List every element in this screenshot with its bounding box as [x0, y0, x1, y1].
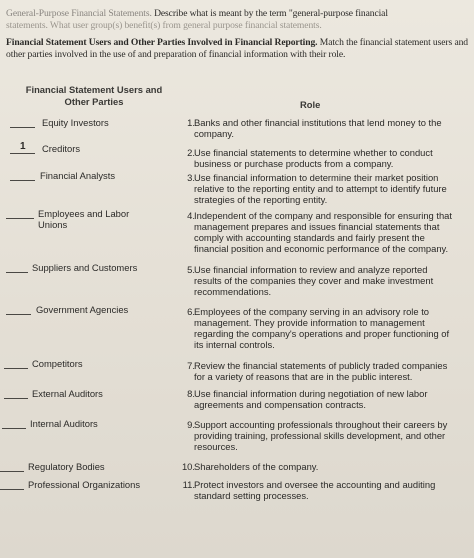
role-text: Use financial information to determine their market position relative to the reporting entity and to attempt to identify future strategies of the reporting entity. — [194, 172, 447, 205]
party-label: Creditors — [42, 143, 81, 154]
role-text: Use financial statements to determine whether to conduct business or purchase products from a company. — [194, 147, 433, 169]
role-text: Review the financial statements of publicly traded companies for a variety of reasons that are in the public interest. — [194, 360, 448, 382]
intro-text — [6, 8, 468, 65]
answer-value: 1 — [20, 141, 26, 152]
answer-blank[interactable] — [6, 314, 31, 315]
role-text: Support accounting professionals throughout their careers by providing training, professional skills development, and other resources. — [194, 419, 448, 452]
answer-blank[interactable] — [0, 489, 24, 490]
answer-blank[interactable] — [4, 398, 28, 399]
question-matching — [6, 37, 468, 62]
party-label: Financial Analysts — [40, 170, 116, 181]
party-label: Professional Organizations — [28, 479, 141, 490]
question-text-faded: statements. What user group(s) benefit(s) from general purpose financial statements. — [6, 20, 322, 32]
answer-blank[interactable] — [10, 127, 35, 128]
role-number: 4. — [187, 210, 195, 221]
party-label: Government Agencies — [36, 304, 129, 315]
role-text: Use financial information during negotiation of new labor agreements and compensation contracts. — [194, 388, 428, 410]
role-text: Use financial information to review and analyze reported results of the companies they cover and make investment recommendations. — [194, 264, 434, 297]
question-title: General-Purpose Financial Statements. — [6, 8, 152, 19]
answer-blank[interactable] — [2, 428, 26, 429]
party-label: Competitors — [32, 358, 83, 369]
role-number: 5. — [187, 264, 195, 275]
role-number: 1. — [187, 117, 195, 128]
role-number: 9. — [187, 419, 195, 430]
role-column-header: Role — [300, 99, 321, 110]
matching-title: Financial Statement Users and Other Parties Involved in Financial Reporting. — [6, 36, 318, 48]
role-number: 7. — [187, 360, 195, 371]
answer-blank[interactable] — [10, 180, 35, 181]
answer-blank[interactable] — [6, 272, 28, 273]
answer-blank[interactable] — [6, 218, 34, 219]
question-text: Describe what is meant by the term "general-purpose financial — [151, 8, 388, 19]
role-number: 8. — [187, 388, 195, 399]
party-label: Regulatory Bodies — [28, 461, 105, 472]
role-number: 2. — [187, 147, 195, 158]
role-text: Shareholders of the company. — [194, 461, 319, 472]
role-text: Protect investors and oversee the accounting and auditing standard setting processes. — [194, 479, 436, 501]
party-label: Suppliers and Customers — [32, 262, 138, 273]
answer-blank[interactable] — [10, 153, 35, 154]
role-text: Employees of the company serving in an advisory role to management. They provide information to management regarding the company's operations and proper functioning of its internal controls. — [194, 306, 450, 350]
role-number: 6. — [187, 306, 195, 317]
question-general-purpose — [6, 8, 468, 33]
matching-text: Match the financial statement users and other parties involved in the use of and preparation of financial information with their role. — [6, 36, 468, 60]
answer-blank[interactable] — [4, 368, 28, 369]
answer-blank[interactable] — [0, 471, 24, 472]
role-text: Banks and other financial institutions that lend money to the company. — [194, 117, 442, 139]
party-label: Employees and Labor Unions — [38, 208, 130, 230]
users-column-header: Financial Statement Users and Other Parties — [25, 84, 163, 107]
role-number: 11. — [182, 479, 195, 490]
party-label: External Auditors — [32, 388, 103, 399]
party-label: Internal Auditors — [30, 418, 98, 429]
role-number: 3. — [187, 172, 195, 183]
party-label: Equity Investors — [42, 117, 109, 128]
role-number: 10. — [181, 461, 195, 472]
role-text: Independent of the company and responsible for ensuring that management prepares and issues financial statements that comply with accounting standards and fairly present the financial position and economic performance of the company. — [194, 210, 452, 254]
